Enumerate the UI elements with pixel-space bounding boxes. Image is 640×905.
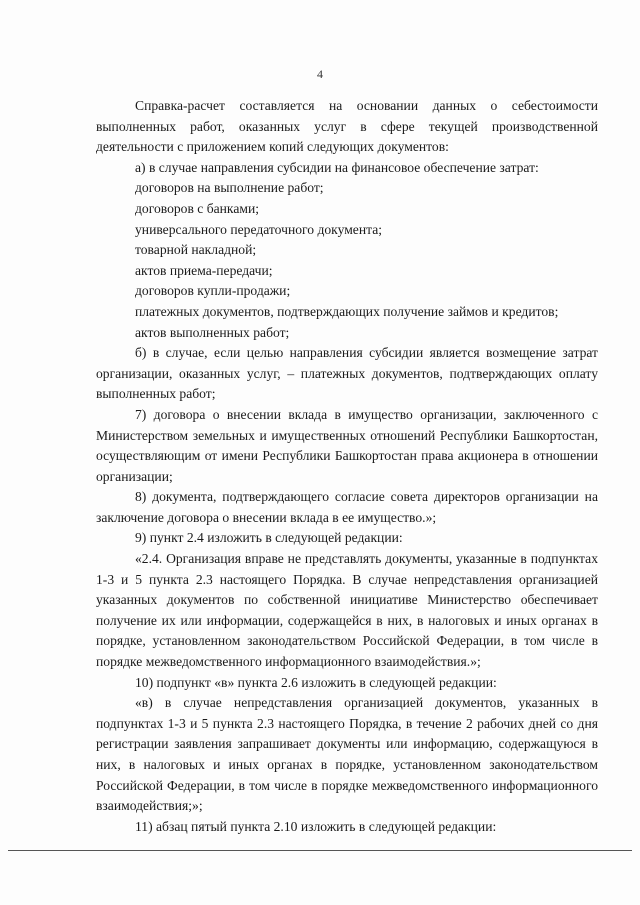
page-number: 4 (317, 67, 323, 81)
horizontal-divider (8, 850, 632, 851)
paragraph: Справка-расчет составляется на основании данных о себестоимости выполненных работ, оказанных услуг в сфере текущей производственной деятельности с приложением копий следующих документов: (96, 98, 598, 155)
paragraph: «в) в случае непредставления организацией документов, указанных в подпунктах 1-3 и 5 пункта 2.3 настоящего Порядка, в течение 2 рабочих дней со дня регистрации заявления запрашивает документы или информацию, содержащуюся в них, в налоговых и иных органах в порядке, установленном законодательством Российской Федерации, в том числе в порядке межведомственного информационного взаимодействия;»; (96, 695, 598, 814)
paragraph: 9) пункт 2.4 изложить в следующей редакции: (135, 530, 403, 546)
paragraph: 7) договора о внесении вклада в имущество организации, заключенного с Министерством земельных и имущественных отношений Республики Башкортостан, осуществляющим от имени Республики Башкортостан права акционера в отношении организации; (96, 406, 598, 484)
paragraph: «2.4. Организация вправе не представлять документы, указанные в подпунктах 1-3 и 5 пункта 2.3 настоящего Порядка. В случае непредставления организацией указанных документов по собственной инициативе Министерство обеспечивает получение их или информации, содержащейся в них, в налоговых и иных органах в порядке, установленном законодательством Российской Федерации, в том числе в порядке межведомственного информационного взаимодействия.»; (96, 551, 598, 670)
list-item: договоров с банками; (135, 200, 260, 216)
paragraph: б) в случае, если целью направления субсидии является возмещение затрат организации, оказанных услуг, – платежных документов, подтверждающих оплату выполненных работ; (96, 345, 598, 402)
list-item: актов приема-передачи; (135, 262, 273, 278)
paragraph: 11) абзац пятый пункта 2.10 изложить в следующей редакции: (135, 818, 497, 834)
list-item: договоров купли-продажи; (135, 283, 291, 299)
list-item: универсального передаточного документа; (135, 221, 383, 237)
paragraph: платежных документов, подтверждающих получение займов и кредитов; (135, 303, 559, 319)
list-item: товарной накладной; (135, 242, 257, 258)
list-item: договоров на выполнение работ; (135, 180, 324, 196)
paragraph: а) в случае направления субсидии на финансовое обеспечение затрат: (135, 159, 539, 175)
document-body (96, 96, 598, 837)
paragraph: 8) документа, подтверждающего согласие совета директоров организации на заключение договора о внесении вклада в ее имущество.»; (96, 489, 598, 525)
paragraph: 10) подпункт «в» пункта 2.6 изложить в следующей редакции: (135, 674, 497, 690)
list-item: актов выполненных работ; (135, 324, 290, 340)
